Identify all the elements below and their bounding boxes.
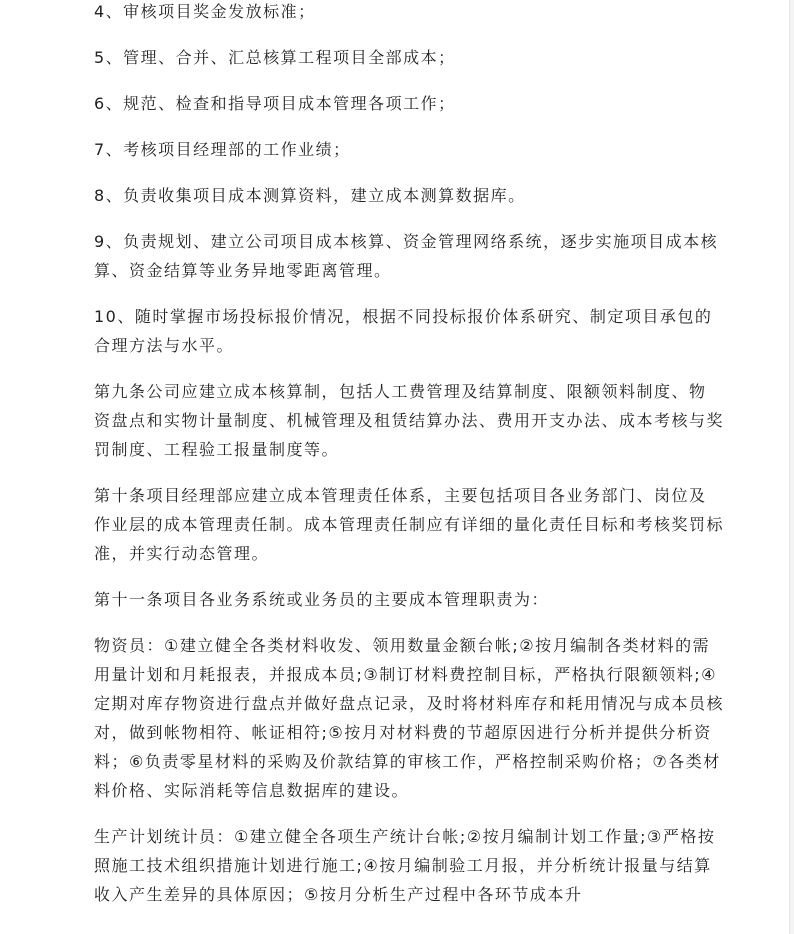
article-9-text: 公司应建立成本核算制，包括人工费管理及结算制度、限额领料制度、物资盘点和实物计量制度、机械管理及租赁结算办法、费用开支办法、成本考核与奖罚制度、工程验工报量制度等。 [94,382,725,459]
list-item-7: 7、考核项目经理部的工作业绩； [94,140,351,159]
document-body [94,0,724,926]
list-item-6: 6、规范、检查和指导项目成本管理各项工作； [94,94,456,113]
duty-materials-clerk: 物资员：①建立健全各类材料收发、领用数量金额台帐;②按月编制各类材料的需用量计划和月耗报表，并报成本员;③制订材料费控制目标，严格执行限额领料;④定期对库存物资进行盘点并做好盘点记录，及时将材料库存和耗用情况与成本员核对，做到帐物相符、帐证相符;⑤按月对材料费的节超原因进行分析并提供分析资料；⑥负责零星材料的采购及价款结算的审核工作，严格控制采购价格；⑦各类材料价格、实际消耗等信息数据库的建设。 [94,636,725,800]
list-item-8: 8、负责收集项目成本测算资料，建立成本测算数据库。 [94,186,526,205]
list-item-4: 4、审核项目奖金发放标准； [94,2,316,21]
list-item-10: 10、随时掌握市场投标报价情况，根据不同投标报价体系研究、制定项目承包的合理方法与水平。 [94,307,713,355]
article-11-text: 项目各业务系统或业务员的主要成本管理职责为： [164,590,550,609]
article-10 [94,481,724,568]
article-11-heading: 第十一条 [94,590,165,609]
list-item-5: 5、管理、合并、汇总核算工程项目全部成本； [94,48,456,67]
article-9 [94,377,724,464]
duty-planning-statistician: 生产计划统计员：①建立健全各项生产统计台帐;②按月编制计划工作量;③严格按照施工技术组织措施计划进行施工;④按月编制验工月报，并分析统计报量与结算收入产生差异的具体原因；⑤按月分析生产过程中各环节成本升 [94,827,716,904]
page-edge [789,0,794,934]
article-10-text: 项目经理部应建立成本管理责任体系，主要包括项目各业务部门、岗位及作业层的成本管理责任制。成本管理责任制应有详细的量化责任目标和考核奖罚标准，并实行动态管理。 [94,486,725,563]
article-11 [94,585,724,614]
list-item-9: 9、负责规划、建立公司项目成本核算、资金管理网络系统，逐步实施项目成本核算、资金结算等业务异地零距离管理。 [94,232,719,280]
article-10-heading: 第十条 [94,486,147,505]
article-9-heading: 第九条 [94,382,147,401]
